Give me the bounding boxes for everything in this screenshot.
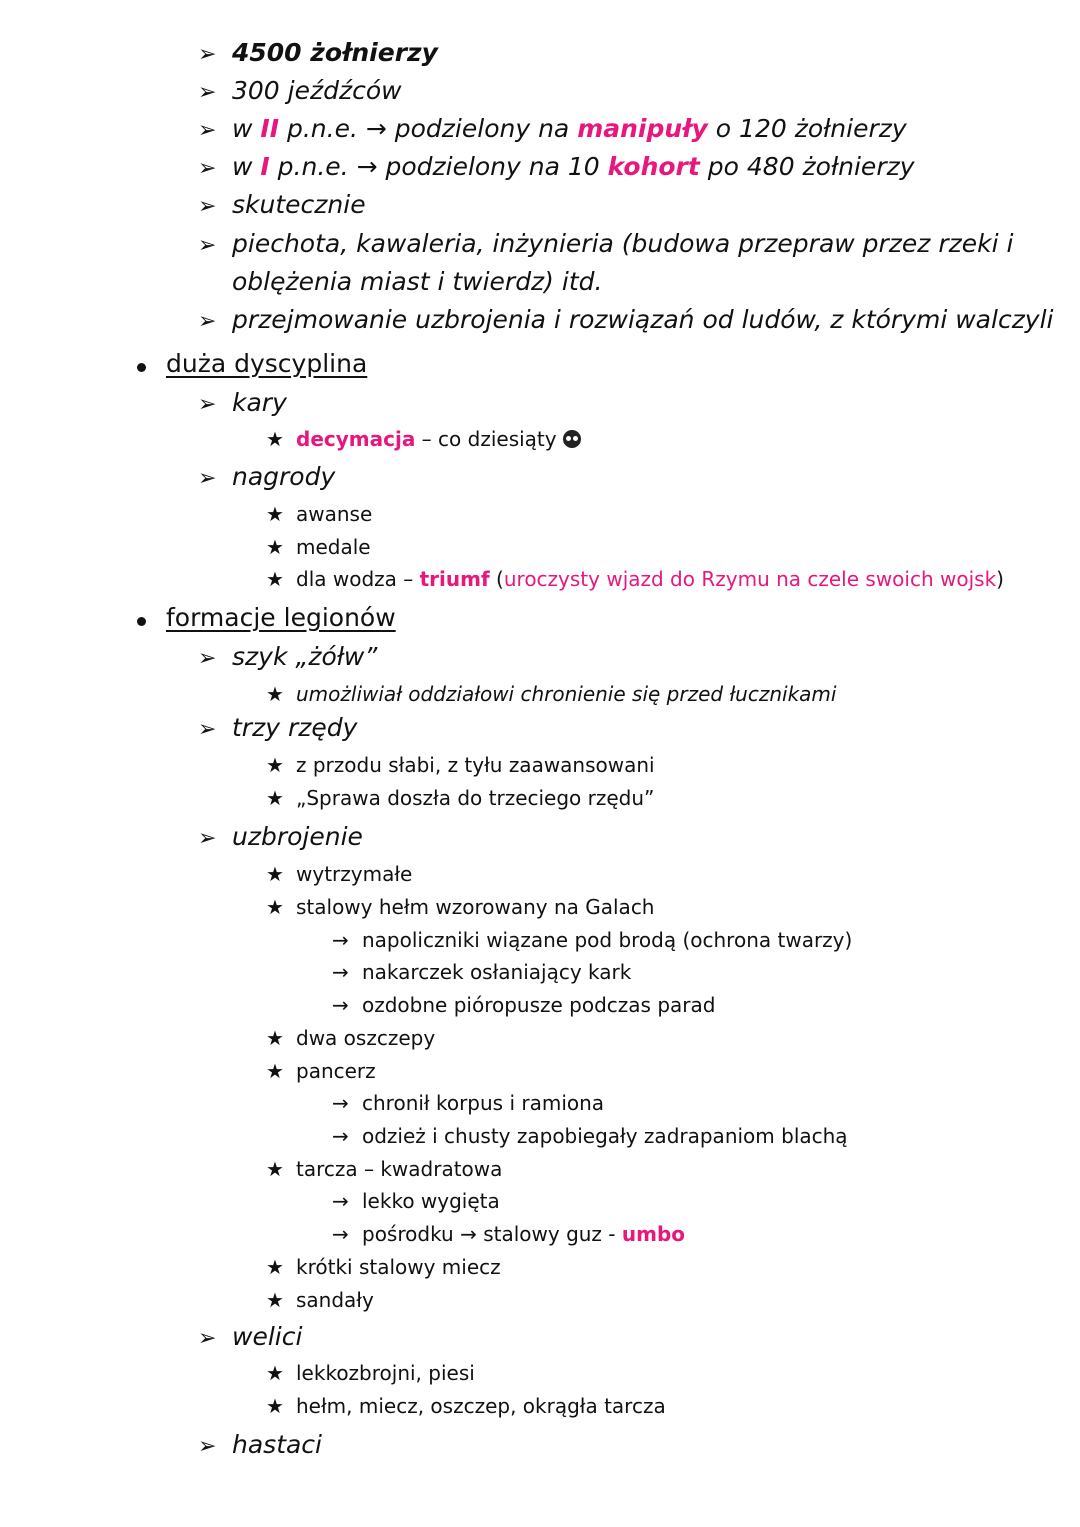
star-bullet-icon: ★ <box>266 1394 284 1418</box>
arrow-bullet-icon: ➢ <box>198 1434 217 1459</box>
star-bullet-icon: ★ <box>266 1361 284 1385</box>
arrow-bullet-icon: ➢ <box>198 80 217 105</box>
sub-item: ★ stalowy hełm wzorowany na Galach <box>266 895 655 919</box>
arrow-bullet-icon: ➢ <box>198 42 217 67</box>
arrow-bullet-icon: ➢ <box>198 156 217 181</box>
list-item: ➢ hastaci <box>198 1430 323 1459</box>
list-item: ➢ piechota, kawaleria, inżynieria (budowa przepraw przez rzeki i <box>198 229 1014 258</box>
star-bullet-icon: ★ <box>266 1059 284 1083</box>
sub-item: ★ hełm, miecz, oszczep, okrągła tarcza <box>266 1394 666 1418</box>
list-item: ➢ w I p.n.e. → podzielony na 10 kohort po 480 żołnierzy <box>198 152 915 181</box>
list-item: ➢ przejmowanie uzbrojenia i rozwiązań od ludów, z którymi walczyli <box>198 305 1054 334</box>
sub-item: ★ tarcza – kwadratowa <box>266 1157 503 1181</box>
sub-sub-item: → lekko wygięta <box>332 1189 500 1213</box>
star-bullet-icon: ★ <box>266 1026 284 1050</box>
sub-sub-item: → chronił korpus i ramiona <box>332 1091 605 1115</box>
list-item: ➢ 300 jeźdźców <box>198 76 402 105</box>
sub-sub-item: → napoliczniki wiązane pod brodą (ochrona twarzy) <box>332 928 853 952</box>
arrow-right-icon: → <box>356 152 378 181</box>
list-item: ➢ skutecznie <box>198 190 366 219</box>
star-bullet-icon: ★ <box>266 1288 284 1312</box>
arrow-right-icon: → <box>332 960 349 984</box>
arrow-bullet-icon: ➢ <box>198 233 217 258</box>
star-bullet-icon: ★ <box>266 535 284 559</box>
list-item: ➢ kary <box>198 388 287 417</box>
arrow-bullet-icon: ➢ <box>198 646 217 671</box>
list-item: ➢ szyk „żółw” <box>198 642 378 671</box>
star-bullet-icon: ★ <box>266 502 284 526</box>
sub-sub-item: → odzież i chusty zapobiegały zadrapaniom blachą <box>332 1124 848 1148</box>
list-item: ➢ trzy rzędy <box>198 713 358 742</box>
arrow-bullet-icon: ➢ <box>198 392 217 417</box>
list-item: ➢ w II p.n.e. → podzielony na manipuły o 120 żołnierzy <box>198 114 907 143</box>
arrow-right-icon: → <box>365 114 387 143</box>
sub-sub-item: → nakarczek osłaniający kark <box>332 960 632 984</box>
sub-item: ★ decymacja – co dziesiąty <box>266 427 581 451</box>
arrow-right-icon: → <box>332 1091 349 1115</box>
arrow-bullet-icon: ➢ <box>198 1326 217 1351</box>
arrow-right-icon: → <box>460 1222 477 1246</box>
arrow-bullet-icon: ➢ <box>198 466 217 491</box>
star-bullet-icon: ★ <box>266 753 284 777</box>
arrow-bullet-icon: ➢ <box>198 309 217 334</box>
star-bullet-icon: ★ <box>266 786 284 810</box>
skull-icon <box>563 430 581 448</box>
star-bullet-icon: ★ <box>266 567 284 591</box>
arrow-right-icon: → <box>332 1124 349 1148</box>
sub-item: ★ wytrzymałe <box>266 862 413 886</box>
sub-item: ★ medale <box>266 535 371 559</box>
section-heading: formacje legionów <box>166 603 396 632</box>
sub-sub-item: → pośrodku → stalowy guz - umbo <box>332 1222 686 1246</box>
section-heading: duża dyscyplina <box>166 349 368 378</box>
sub-item: ★ lekkozbrojni, piesi <box>266 1361 475 1385</box>
arrow-right-icon: → <box>332 1222 349 1246</box>
list-item: ➢ 4500 żołnierzy <box>198 38 438 67</box>
star-bullet-icon: ★ <box>266 427 284 451</box>
sub-item: ★ awanse <box>266 502 373 526</box>
star-bullet-icon: ★ <box>266 895 284 919</box>
arrow-bullet-icon: ➢ <box>198 194 217 219</box>
arrow-bullet-icon: ➢ <box>198 118 217 143</box>
list-item: ➢ nagrody <box>198 462 336 491</box>
dot-bullet-icon <box>137 363 146 372</box>
arrow-right-icon: → <box>332 928 349 952</box>
dot-bullet-icon <box>137 617 146 626</box>
sub-item: ★ umożliwiał oddziałowi chronienie się przed łucznikami <box>266 682 837 706</box>
arrow-right-icon: → <box>332 993 349 1017</box>
sub-item: ★ „Sprawa doszła do trzeciego rzędu” <box>266 786 655 810</box>
list-item: ➢ welici <box>198 1322 303 1351</box>
list-item: ➢ uzbrojenie <box>198 822 363 851</box>
sub-item: ★ krótki stalowy miecz <box>266 1255 501 1279</box>
star-bullet-icon: ★ <box>266 862 284 886</box>
sub-sub-item: → ozdobne pióropusze podczas parad <box>332 993 716 1017</box>
arrow-right-icon: → <box>332 1189 349 1213</box>
star-bullet-icon: ★ <box>266 1157 284 1181</box>
sub-item: ★ z przodu słabi, z tyłu zaawansowani <box>266 753 655 777</box>
arrow-bullet-icon: ➢ <box>198 826 217 851</box>
sub-item: ★ pancerz <box>266 1059 376 1083</box>
star-bullet-icon: ★ <box>266 1255 284 1279</box>
sub-item: ★ dwa oszczepy <box>266 1026 436 1050</box>
list-item-continuation: oblężenia miast i twierdz) itd. <box>232 267 603 296</box>
sub-item: ★ dla wodza – triumf (uroczysty wjazd do Rzymu na czele swoich wojsk) <box>266 567 1004 591</box>
sub-item: ★ sandały <box>266 1288 374 1312</box>
star-bullet-icon: ★ <box>266 682 284 706</box>
arrow-bullet-icon: ➢ <box>198 717 217 742</box>
